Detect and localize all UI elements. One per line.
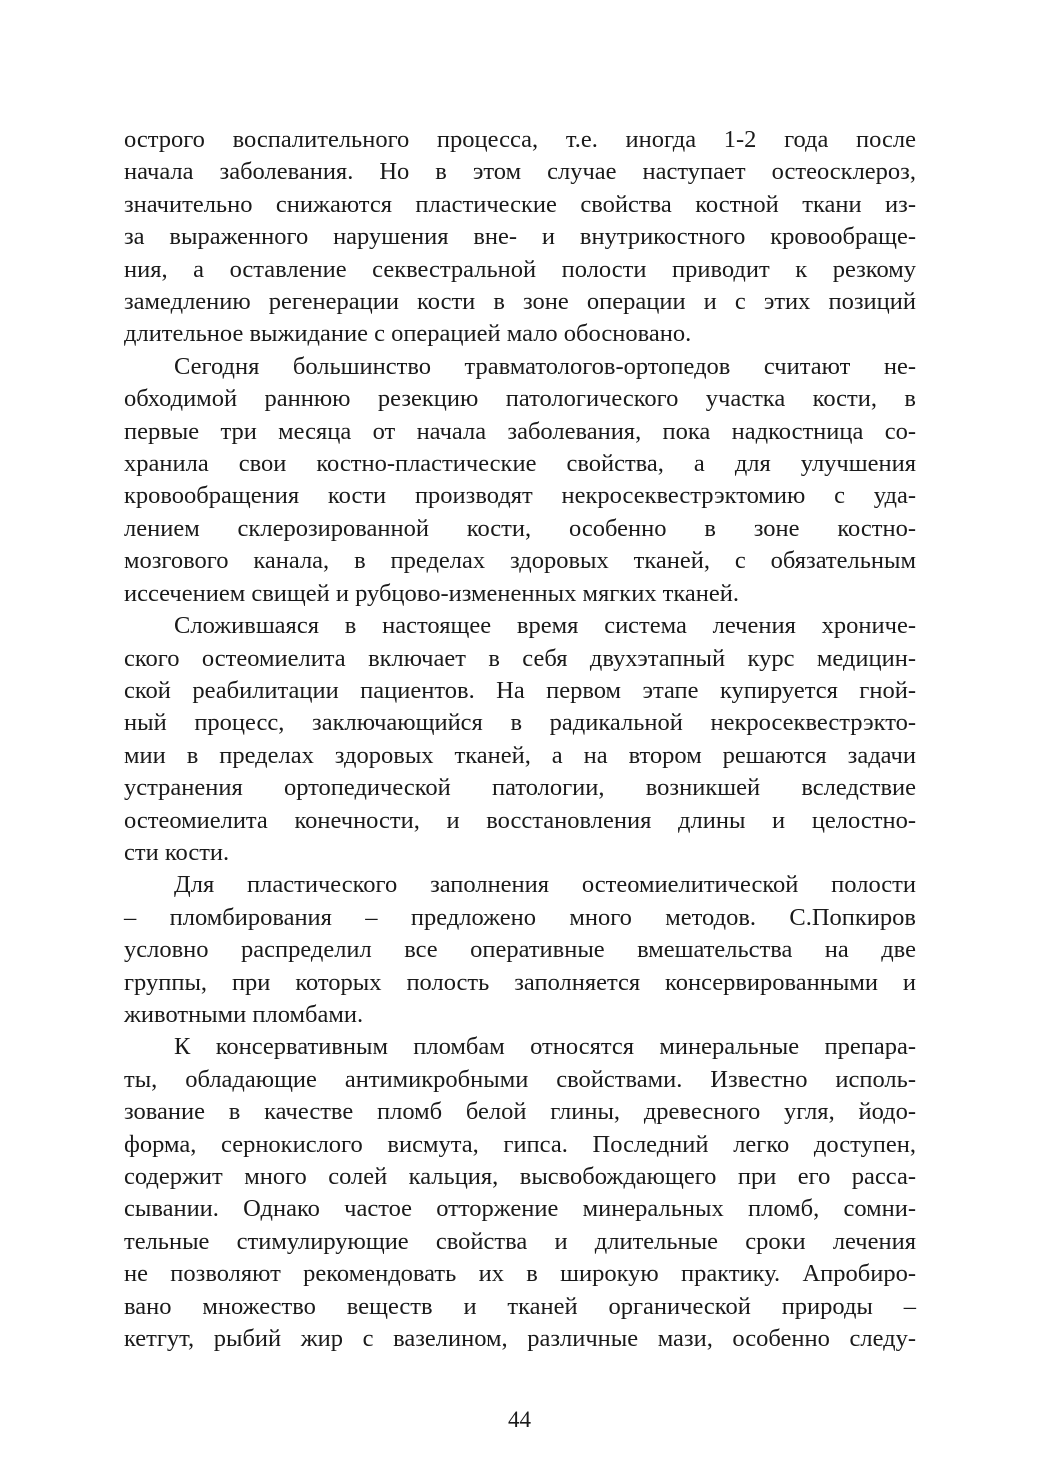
text-line: – пломбирования – предложено много методов. С.Попкиров bbox=[124, 903, 916, 931]
text-line: Для пластического заполнения остеомиелитической полости bbox=[174, 871, 916, 899]
text-line: обходимой раннюю резекцию патологического участка кости, в bbox=[124, 385, 916, 413]
text-line: мозгового канала, в пределах здоровых тканей, с обязательным bbox=[124, 547, 916, 575]
text-line: сывании. Однако частое отторжение минеральных пломб, сомни- bbox=[124, 1195, 916, 1223]
text-line: лением склерозированной кости, особенно в зоне костно- bbox=[124, 514, 916, 542]
text-line: хранила свои костно-пластические свойства, а для улучшения bbox=[124, 450, 916, 478]
text-line: сти кости. bbox=[124, 838, 230, 866]
text-line: кровообращения кости производят некросеквестрэктомию с уда- bbox=[124, 482, 916, 510]
text-line: ты, обладающие антимикробными свойствами. Известно исполь- bbox=[124, 1065, 916, 1093]
text-line: Сегодня большинство травматологов-ортопедов считают не- bbox=[174, 352, 916, 380]
text-line: ской реабилитации пациентов. На первом этапе купируется гной- bbox=[124, 676, 916, 704]
text-line: вано множество веществ и тканей органической природы – bbox=[124, 1292, 916, 1320]
text-line: К консервативным пломбам относятся минеральные препара- bbox=[174, 1033, 916, 1061]
page-number: 44 bbox=[508, 1407, 531, 1432]
paragraph-5 bbox=[124, 1031, 916, 1355]
text-line: группы, при которых полость заполняется консервированными и bbox=[124, 968, 916, 996]
text-line: за выраженного нарушения вне- и внутрикостного кровообраще- bbox=[124, 223, 916, 251]
text-line: замедлению регенерации кости в зоне операции и с этих позиций bbox=[124, 288, 916, 316]
paragraph-4 bbox=[124, 869, 916, 1031]
text-line: первые три месяца от начала заболевания, пока надкостница со- bbox=[124, 417, 916, 445]
text-line: условно распределил все оперативные вмешательства на две bbox=[124, 936, 916, 964]
text-line: ный процесс, заключающийся в радикальной некросеквестрэкто- bbox=[124, 709, 916, 737]
text-line: значительно снижаются пластические свойства костной ткани из- bbox=[124, 190, 916, 218]
page-body bbox=[124, 124, 916, 1355]
text-line: форма, сернокислого висмута, гипса. Последний легко доступен, bbox=[124, 1130, 916, 1158]
paragraph-3 bbox=[124, 610, 916, 869]
text-line: содержит много солей кальция, высвобождающего при его расса- bbox=[124, 1163, 916, 1190]
text-line: мии в пределах здоровых тканей, а на втором решаются задачи bbox=[124, 741, 916, 769]
paragraph-1 bbox=[124, 124, 916, 351]
text-line: остеомиелита конечности, и восстановления длины и целостно- bbox=[124, 806, 916, 834]
text-line: иссечением свищей и рубцово-измененных мягких тканей. bbox=[124, 579, 740, 607]
text-line: животными пломбами. bbox=[124, 1000, 364, 1028]
text-line: зование в качестве пломб белой глины, древесного угля, йодо- bbox=[124, 1098, 916, 1126]
text-line: Сложившаяся в настоящее время система лечения хрониче- bbox=[174, 612, 916, 640]
text-line: ния, а оставление секвестральной полости приводит к резкому bbox=[124, 255, 916, 283]
text-line: не позволяют рекомендовать их в широкую практику. Апробиро- bbox=[124, 1260, 916, 1288]
text-line: длительное выжидание с операцией мало обосновано. bbox=[124, 320, 692, 348]
text-line: кетгут, рыбий жир с вазелином, различные мази, особенно следу- bbox=[124, 1325, 916, 1353]
paragraph-2 bbox=[124, 351, 916, 610]
text-line: начала заболевания. Но в этом случае наступает остеосклероз, bbox=[124, 158, 916, 186]
text-line: ского остеомиелита включает в себя двухэтапный курс медицин- bbox=[124, 644, 916, 672]
text-line: тельные стимулирующие свойства и длительные сроки лечения bbox=[124, 1227, 916, 1255]
text-line: устранения ортопедической патологии, возникшей вследствие bbox=[124, 774, 916, 802]
text-line: острого воспалительного процесса, т.е. иногда 1-2 года после bbox=[124, 126, 916, 153]
